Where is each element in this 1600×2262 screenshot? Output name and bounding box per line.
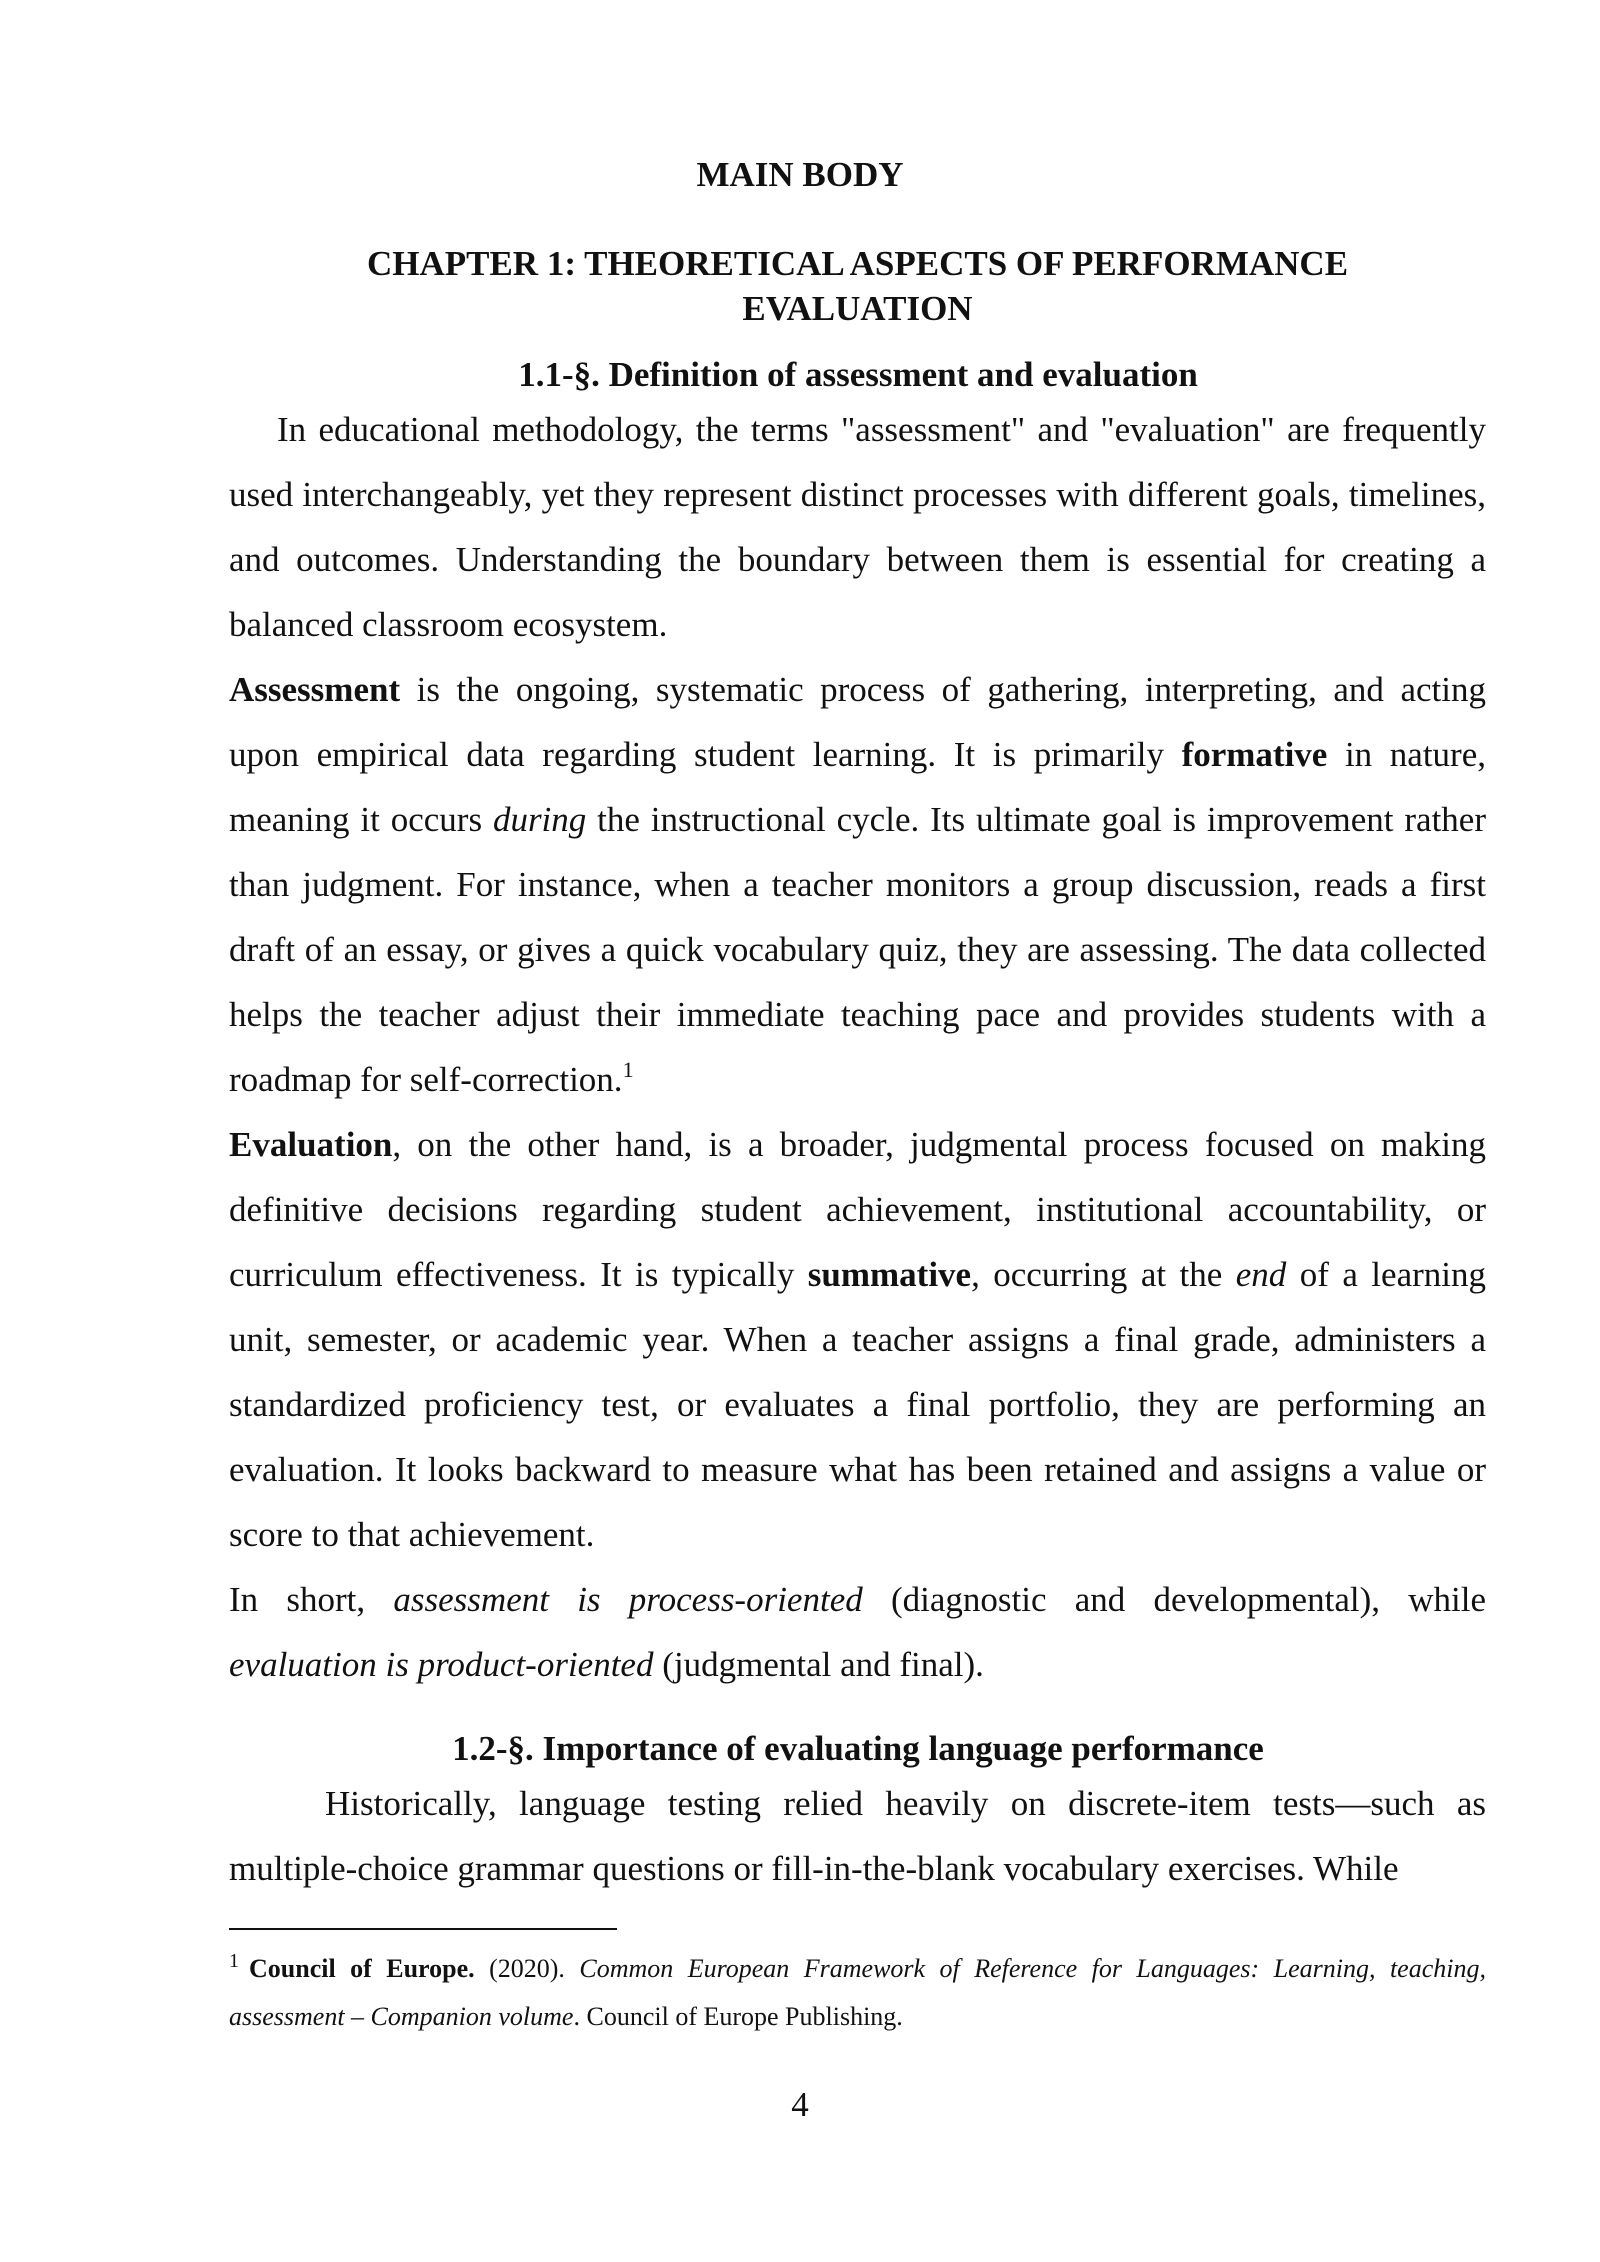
term-formative: formative: [1181, 735, 1328, 774]
paragraph-assessment: Assessment is the ongoing, systematic process of gathering, interpreting, and acting upon empirical data regarding student learning. It is primarily formative in nature, meaning it occurs during the instructional cycle. Its ultimate goal is improvement rather than judgment. For instance, when a teacher monitors a group discussion, reads a first draft of an essay, or gives a quick vocabulary quiz, they are assessing. The data collected helps the teacher adjust their immediate teaching pace and provides students with a roadmap for self-correction.$^1$: [229, 670, 1486, 1099]
section-heading-1-2: 1.2-§. Importance of evaluating language performance: [452, 1729, 1264, 1768]
page-number: 4: [791, 2085, 809, 2124]
paragraph-history: Historically, language testing relied heavily on discrete-item tests—such as multiple-choice grammar questions or fill-in-the-blank vocabulary exercises. While: [229, 1784, 1486, 1888]
section-1-1-body: [229, 397, 1486, 1697]
footnote: $^1$ Council of Europe. (2020). Common European Framework of Reference for Languages: Learning, teaching, assessment – Companion volume. Council of Europe Publishing.: [229, 1950, 1486, 2031]
term-assessment: Assessment: [229, 670, 401, 709]
term-end: end: [1235, 1255, 1287, 1294]
footnote-reference: 1: [622, 1057, 634, 1082]
section-1-2-body: [229, 1771, 1486, 1901]
paragraph-intro: In educational methodology, the terms "assessment" and "evaluation" are frequently used interchangeably, yet they represent distinct processes with different goals, timelines, and outcomes. Understanding the boundary between them is essential for creating a balanced classroom ecosystem.: [229, 410, 1486, 644]
term-during: during: [492, 800, 587, 839]
footnote-number: 1: [229, 1950, 239, 1972]
paragraph-summary: In short, assessment is process-oriented (diagnostic and developmental), while evaluation is product-oriented (judgmental and final).: [229, 1580, 1486, 1684]
main-heading: MAIN BODY: [696, 155, 904, 194]
term-summative: summative: [807, 1255, 972, 1294]
term-evaluation: Evaluation: [229, 1125, 393, 1164]
footnote-author: Council of Europe.: [249, 1954, 475, 1983]
footnote-title: Common European Framework of Reference for Languages: Learning, teaching, assessment – Companion volume: [229, 1954, 1486, 2031]
section-heading-1-1: 1.1-§. Definition of assessment and evaluation: [518, 355, 1198, 394]
footnote-separator: [229, 1928, 617, 1930]
paragraph-evaluation: Evaluation, on the other hand, is a broader, judgmental process focused on making definitive decisions regarding student achievement, institutional accountability, or curriculum effectiveness. It is typically summative, occurring at the end of a learning unit, semester, or academic year. When a teacher assigns a final grade, administers a standardized proficiency test, or evaluates a final portfolio, they are performing an evaluation. It looks backward to measure what has been retained and assigns a value or score to that achievement.: [229, 1125, 1486, 1554]
chapter-heading: CHAPTER 1: THEORETICAL ASPECTS OF PERFORMANCE EVALUATION: [366, 244, 1349, 328]
